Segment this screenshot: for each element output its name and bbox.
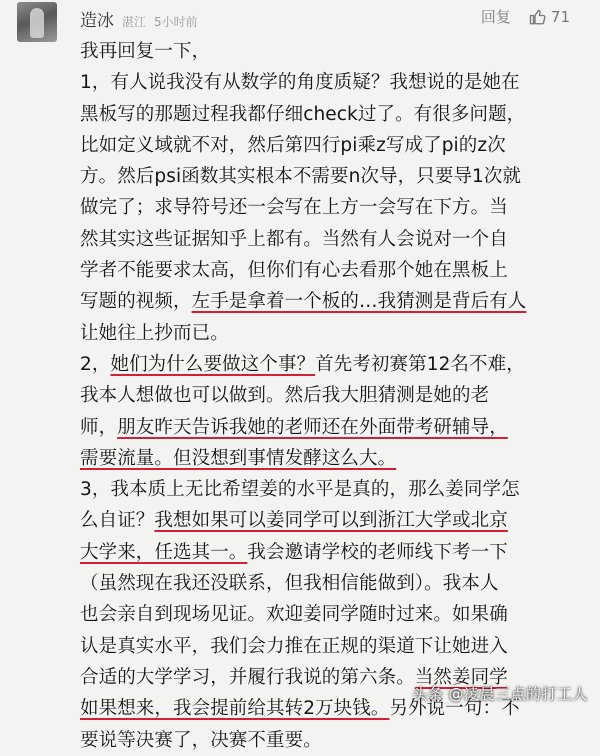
comment-line: 大学来，任选其一。我会邀请学校的老师线下考一下 <box>80 541 508 563</box>
comment-line: 学者不能要求太高，但你们有心去看那个她在黑板上 <box>80 260 508 282</box>
comment-line: 我本人想做也可以做到。然后我大胆猜测是她的老 <box>80 385 490 407</box>
like-button[interactable] <box>529 8 570 26</box>
comment-line: 也会亲自到现场见证。欢迎姜同学随时过来。如果确 <box>80 604 508 626</box>
comment-header <box>80 6 198 31</box>
timestamp: 5小时前 <box>154 15 198 29</box>
highlighted-text: 左手是拿着一个板的…我猜测是背后有人 <box>191 291 527 313</box>
comment-line: 么自证？我想如果可以姜同学可以到浙江大学或北京 <box>80 510 508 532</box>
reply-button[interactable]: 回复 <box>480 8 511 26</box>
highlighted-text: 如果想来，我会提前给其转2万块钱。 <box>80 698 390 720</box>
comment-body <box>80 36 588 756</box>
comment-line: 然其实这些证据知乎上都有。当然有人会说对一个自 <box>80 228 508 250</box>
comment-line: （虽然现在我还没联系，但我相信能做到）。我本人 <box>80 573 499 595</box>
comment-line: 如果想来，我会提前给其转2万块钱。另外说一句：不 <box>80 698 520 720</box>
highlighted-text: 我想如果可以姜同学可以到浙江大学或北京 <box>154 510 508 532</box>
comment-line: 合适的大学学习，并履行我说的第六条。当然姜同学 <box>80 666 508 688</box>
watermark: 头条 @凌晨三点的打工人 <box>412 685 588 703</box>
comment-line: 我再回复一下， <box>80 41 211 62</box>
comment-line: 要说等决赛了，决赛不重要。 <box>80 729 322 751</box>
comment-line: 师，朋友昨天告诉我她的老师还在外面带考研辅导， <box>80 416 508 438</box>
comment-line: 2，她们为什么要做这个事？首先考初赛第12名不难， <box>80 353 525 375</box>
thumbs-up-icon <box>529 8 547 26</box>
comment-line <box>80 443 588 474</box>
highlighted-text: 她们为什么要做这个事？ <box>110 353 316 375</box>
comment-line: 黑板写的那题过程我都仔细check过了。有很多问题， <box>80 103 526 125</box>
highlighted-text: 需要流量。但没想到事情发酵这么大。 <box>80 447 397 469</box>
comment-actions <box>481 6 570 27</box>
comment-line: 让她往上抄而已。 <box>80 322 229 344</box>
avatar[interactable] <box>17 2 57 42</box>
comment-line: 做完了；求导符号还一会写在上方一会写在下方。当 <box>80 197 508 219</box>
like-count: 71 <box>550 7 570 26</box>
comment-line: 写题的视频，左手是拿着一个板的…我猜测是背后有人 <box>80 291 527 313</box>
comment-line: 1，有人说我没有从数学的角度质疑？我想说的是她在 <box>80 72 520 94</box>
comment-line: 比如定义域就不对，然后第四行pi乘z写成了pi的z次 <box>80 134 506 156</box>
highlighted-text: 朋友昨天告诉我她的老师还在外面带考研辅导， <box>117 416 508 438</box>
comment-line: 认是真实水平，我们会力推在正规的渠道下让她进入 <box>80 635 508 657</box>
highlighted-text: 大学来，任选其一。 <box>80 541 248 563</box>
comment-line: 方。然后psi函数其实根本不需要n次导，只要导1次就 <box>80 166 522 188</box>
avatar-figure <box>30 8 44 38</box>
comment-line: 3，我本质上无比希望姜的水平是真的，那么姜同学怎 <box>80 479 520 501</box>
username[interactable]: 造冰 <box>80 11 114 31</box>
location: 湛江 <box>122 15 147 29</box>
highlighted-text: 当然姜同学 <box>414 666 508 688</box>
